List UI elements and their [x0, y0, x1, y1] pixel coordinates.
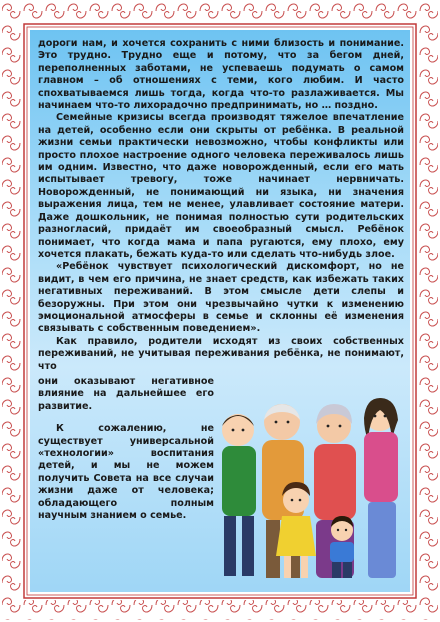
paragraph-3: «Ребёнок чувствует психологический дискомфорт, но не видит, в чем его причина, не знает средств, как избежать таких негативных переживаний. В этом смысле дети слепы и безоружны. При этом они чрезвычайно чутки к изменению эмоциональной атмосферы в семье и склонны её изменения связывать с собственным поведением». [38, 261, 404, 335]
paragraph-4-continued: они оказывают негативное влияние на дальнейшее его развитие. [38, 376, 214, 412]
content-panel [30, 30, 410, 592]
paragraph-1: дороги нам, и хочется сохранить с ними близость и понимание. Это трудно. Трудно еще и потому, что за бегом дней, переполненных заботами, не успеваешь подумать о самом главном – об отношениях с теми, кого любим. И часто спохватываемся лишь тогда, когда что-то разлаживается. Мы начинаем что-то лихорадочно предпринимать, но … поздно. [38, 38, 404, 112]
paragraph-2: Семейные кризисы всегда производят тяжелое впечатление на детей, особенно если они скрыты от ребёнка. В реальной жизни семьи практически невозможно, чтобы конфликты или просто плохое настроение одного человека переживалось лишь им одним. Известно, что даже новорожденный, если его мать испытывает тревогу, тоже начинает нервничать. Новорожденный, не понимающий ни языка, ни значения выражения лица, тем не менее, улавливает состояние матери. Даже дошкольник, не понимая полностью сути родительских разногласий, придаёт им своеобразный смысл. Ребёнок понимает, что когда мама и папа ругаются, ему плохо, ему хочется плакать, бежать куда-то или сделать что-нибудь злое. [38, 112, 404, 260]
paragraph-4: Как правило, родители исходят из своих собственных переживаний, не учитывая переживания ребёнка, не понимают, что [38, 335, 404, 372]
article-text [38, 38, 404, 373]
family-illustration-icon [210, 370, 410, 592]
left-column-text [38, 376, 214, 522]
paragraph-5: К сожалению, не существует универсальной «технологии» воспитания детей, и мы не можем получить Совета на все случаи жизни даже от человека; обладающего полным научным знанием о семье. [38, 423, 214, 522]
